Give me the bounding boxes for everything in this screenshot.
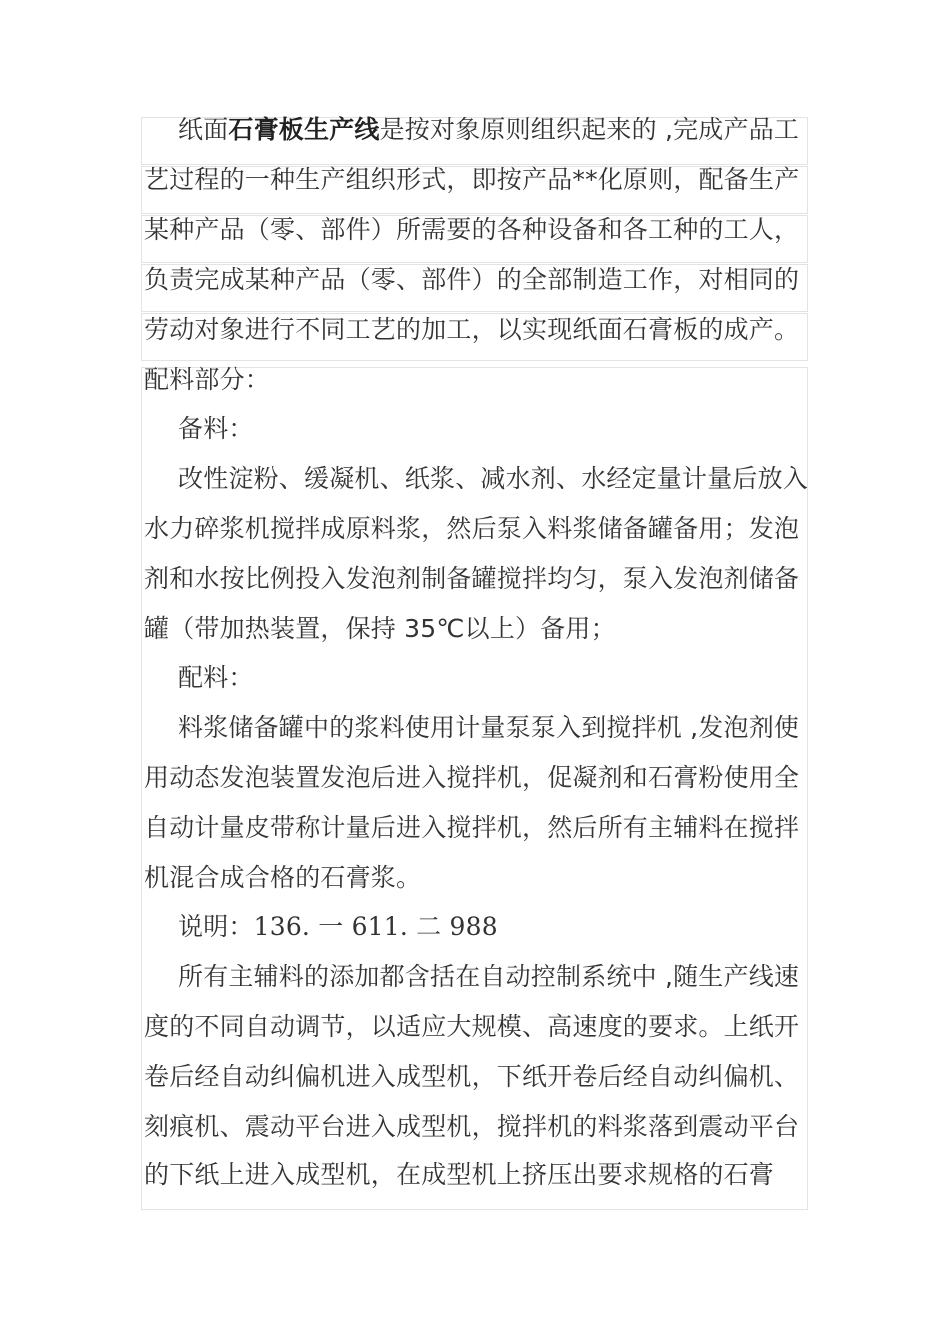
note-label: 说明：	[178, 912, 254, 941]
mix-line-2: 用动态发泡装置发泡后进入搅拌机，促凝剂和石膏粉使用全	[144, 763, 800, 792]
intro-line-4: 负责完成某种产品（零、部件）的全部制造工作，对相同的	[144, 265, 800, 294]
intro-text-b: 是按对象原则组织起来的 ,完成产品工	[379, 115, 800, 144]
auto-line-1: 所有主辅料的添加都含括在自动控制系统中 ,随生产线速	[178, 962, 800, 991]
prep-heading: 备料：	[178, 414, 254, 443]
note-line	[178, 902, 810, 952]
intro-line-3: 某种产品（零、部件）所需要的各种设备和各工种的工人，	[144, 215, 800, 244]
auto-line-4: 刻痕机、震动平台进入成型机，搅拌机的料浆落到震动平台	[144, 1112, 800, 1141]
note-value: 136. 一 611. 二 988	[253, 912, 498, 941]
mix-line-1: 料浆储备罐中的浆料使用计量泵泵入到搅拌机 ,发泡剂使	[178, 713, 800, 742]
auto-line-3: 卷后经自动纠偏机进入成型机，下纸开卷后经自动纠偏机、	[144, 1062, 800, 1091]
intro-bold-term: 石膏板生产线	[228, 115, 380, 144]
intro-text-a: 纸面	[178, 115, 229, 144]
mix-line-3: 自动计量皮带称计量后进入搅拌机，然后所有主辅料在搅拌	[144, 813, 800, 842]
auto-line-2: 度的不同自动调节，以适应大规模、高速度的要求。上纸开	[144, 1012, 800, 1041]
mix-heading: 配料：	[178, 663, 254, 692]
section-heading: 配料部分：	[144, 365, 271, 394]
prep-line-1: 改性淀粉、缓凝机、纸浆、减水剂、水经定量计量后放入	[178, 464, 809, 493]
intro-line-2: 艺过程的一种生产组织形式，即按产品**化原则，配备生产	[144, 165, 800, 194]
auto-line-5: 的下纸上进入成型机，在成型机上挤压出要求规格的石膏	[144, 1160, 775, 1189]
intro-line-5: 劳动对象进行不同工艺的加工，以实现纸面石膏板的成产。	[144, 315, 800, 344]
intro-line-1	[178, 105, 810, 155]
prep-line-3: 剂和水按比例投入发泡剂制备罐搅拌均匀，泵入发泡剂储备	[144, 564, 800, 593]
prep-line-2: 水力碎浆机搅拌成原料浆，然后泵入料浆储备罐备用；发泡	[144, 514, 800, 543]
mix-line-4: 机混合成合格的石膏浆。	[144, 863, 422, 892]
prep-line-4: 罐（带加热装置，保持 35℃以上）备用；	[144, 614, 616, 643]
